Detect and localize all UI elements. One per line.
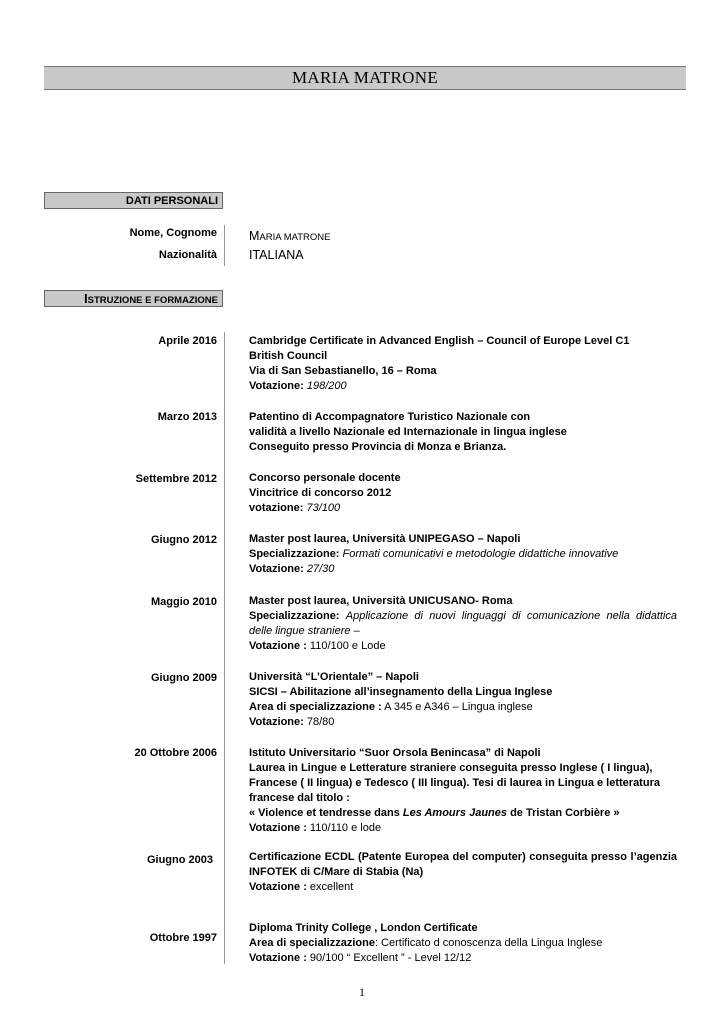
entry-title: Patentino di Accompagnatore Turistico Nazionale con [249,411,531,423]
grade-value: 110/110 e lode [309,822,382,834]
entry-spec [249,936,677,951]
education-entry [249,746,677,836]
entry-date: Marzo 2013 [157,411,217,423]
grade-value: 110/100 e Lode [309,640,386,652]
grade-value: 198/200 [306,380,347,392]
grade-value: 78/80 [306,716,335,728]
entry-line: Via di San Sebastianello, 16 – Roma [249,365,437,377]
entry-title: Master post laurea, Università UNICUSANO- Roma [249,595,513,607]
thesis-line [249,806,677,821]
grade-label: Votazione: [249,716,304,728]
entry-date: Settembre 2012 [135,473,217,485]
entry-grade [249,562,677,577]
section-title-education-rest: STRUZIONE E FORMAZIONE [87,295,218,306]
entry-line: SICSI – Abilitazione all’insegnamento della Lingua Inglese [249,686,553,698]
spec-value: : Certificato d conoscenza della Lingua Inglese [374,937,603,949]
nationality-label: Nazionalità [158,249,217,261]
entry-line: Conseguito presso Provincia di Monza e Brianza. [249,441,507,453]
entry-grade [249,379,677,394]
grade-label: Votazione: [249,380,304,392]
grade-label: Votazione : [249,952,307,964]
thesis-suffix: de Tristan Corbière » [510,807,620,819]
name-value-rest: ARIA MATRONE [259,232,331,243]
entry-date: Giugno 2009 [150,672,217,684]
entry-grade [249,501,677,516]
spec-value: A 345 e A346 – Lingua inglese [384,701,533,713]
spec-label: Area di specializzazione [249,937,375,949]
education-entry [249,670,677,730]
name-value-initial: M [249,229,260,243]
cv-name-title: MARIA MATRONE [291,68,439,87]
entry-spec [249,609,677,639]
entry-date: Ottobre 1997 [149,932,217,944]
education-entry [249,532,677,577]
spec-value: Formati comunicativi e metodologie didattiche innovative [342,548,619,560]
section-title-personal: DATI PERSONALI [125,195,218,207]
entry-title: Concorso personale docente [249,472,401,484]
spec-label: Specializzazione: [249,610,340,622]
entry-line: Vincitrice di concorso 2012 [249,487,392,499]
education-entry [249,410,677,455]
entry-grade [249,715,677,730]
entry-date: Maggio 2010 [150,596,217,608]
section-title-education-initial: I [84,292,88,306]
entry-line: Laurea in Lingue e Letterature straniere conseguita presso Inglese ( I lingua), Francese ( II lingua) e Tedesco ( III lingua). Tesi di laurea in Lingua e letteratura francese dal titolo : [249,762,660,804]
entry-line: validità a livello Nazionale ed Internazionale in lingua inglese [249,426,567,438]
entry-grade [249,821,677,836]
name-value [249,227,331,245]
thesis-title: Les Amours Jaunes [402,807,508,819]
entry-title: Istituto Universitario “Suor Orsola Benincasa” di Napoli [249,747,541,759]
grade-label: Votazione : [249,881,307,893]
entry-line: British Council [249,350,328,362]
grade-value: 90/100 “ Excellent ” - Level 12/12 [309,952,472,964]
grade-label: Votazione : [249,640,307,652]
grade-value: excellent [309,881,354,893]
education-entry [249,921,677,966]
grade-value: 27/30 [306,563,335,575]
grade-value: 73/100 [306,502,341,514]
entry-grade [249,639,677,654]
entry-title: Certificazione ECDL (Patente Europea del computer) conseguita presso l’agenzia INFOTEK di C/Mare di Stabia (Na) [249,851,677,878]
entry-grade [249,951,677,966]
personal-divider-line [224,225,225,266]
entry-date: 20 Ottobre 2006 [134,747,217,759]
entry-spec [249,547,677,562]
education-divider-line [224,332,225,964]
spec-value: Applicazione di nuovi linguaggi di comunicazione nella didattica delle lingue straniere – [249,610,677,637]
education-entry [249,594,677,654]
entry-date: Giugno 2003 [146,854,213,866]
name-title-bar [44,66,686,90]
nationality-value: ITALIANA [249,248,304,262]
entry-title: Diploma Trinity College , London Certificate [249,922,478,934]
section-header-education [44,290,223,307]
page-number: 1 [359,985,365,999]
education-entry [249,471,677,516]
entry-spec [249,700,677,715]
education-entry [249,850,677,895]
spec-label: Specializzazione: [249,548,340,560]
thesis-prefix: « Violence et tendresse dans [249,807,400,819]
entry-title: Università “L’Orientale” – Napoli [249,671,419,683]
entry-date: Giugno 2012 [150,534,217,546]
education-entry [249,334,677,394]
entry-title: Cambridge Certificate in Advanced English – Council of Europe Level C1 [249,335,630,347]
grade-label: votazione: [249,502,304,514]
name-label: Nome, Cognome [129,227,217,239]
spec-label: Area di specializzazione : [249,701,382,713]
grade-label: Votazione : [249,822,307,834]
entry-date: Aprile 2016 [158,335,217,347]
section-header-personal [44,192,223,209]
entry-grade [249,880,677,895]
grade-label: Votazione: [249,563,304,575]
entry-title: Master post laurea, Università UNIPEGASO – Napoli [249,533,521,545]
